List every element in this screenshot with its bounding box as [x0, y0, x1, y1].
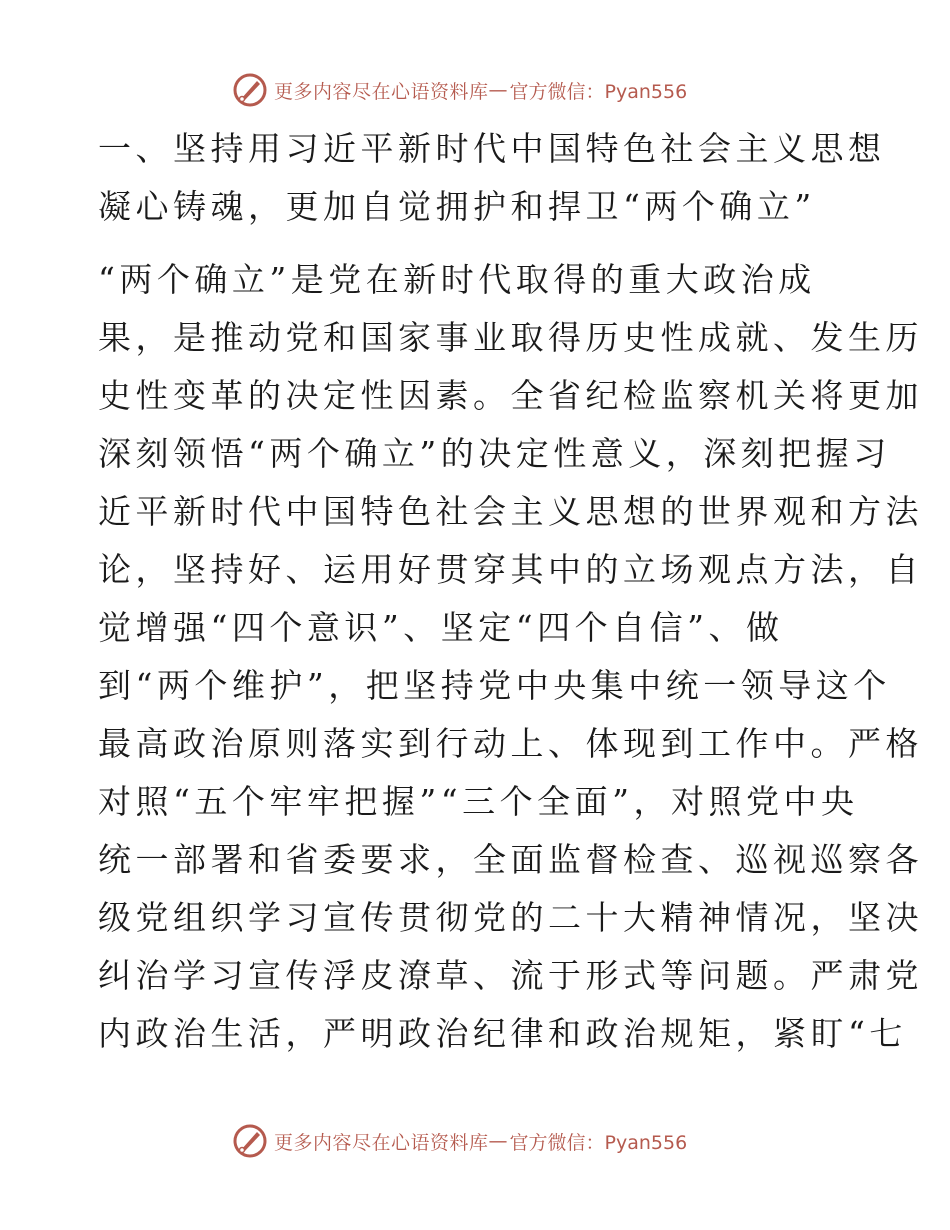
- body-line: 对照“五个牢牢把握”“三个全面”，对照党中央: [98, 782, 859, 821]
- section-heading-line-1: 一、坚持用习近平新时代中国特色社会主义思想: [98, 129, 886, 168]
- body-line: 统一部署和省委要求，全面监督检查、巡视巡察各: [98, 840, 923, 879]
- watermark-wechat: 官方微信：Pyan556: [509, 1131, 688, 1154]
- body-line: 果，是推动党和国家事业取得历史性成就、发生历: [98, 318, 923, 357]
- body-line: 论，坚持好、运用好贯穿其中的立场观点方法，自: [98, 550, 923, 589]
- header-watermark: [232, 70, 687, 110]
- watermark-wechat: 官方微信：Pyan556: [509, 80, 688, 103]
- body-line: 内政治生活，严明政治纪律和政治规矩，紧盯“七: [98, 1014, 907, 1053]
- watermark-text: 更多内容尽在心语资料库: [274, 80, 489, 103]
- footer-watermark: [232, 1121, 687, 1161]
- watermark-text: 更多内容尽在心语资料库: [274, 1131, 489, 1154]
- body-line: 觉增强“四个意识”、坚定“四个自信”、做: [98, 608, 784, 647]
- watermark-separator: —: [488, 79, 508, 101]
- pen-logo-icon: [232, 1123, 268, 1159]
- body-line: 到“两个维护”，把坚持党中央集中统一领导这个: [98, 666, 891, 705]
- body-line: 史性变革的决定性因素。全省纪检监察机关将更加: [98, 376, 923, 415]
- section-heading-line-2: 凝心铸魂，更加自觉拥护和捍卫“两个确立”: [98, 187, 816, 226]
- body-line: 深刻领悟“两个确立”的决定性意义，深刻把握习: [98, 434, 891, 473]
- body-line: 纠治学习宣传浮皮潦草、流于形式等问题。严肃党: [98, 956, 923, 995]
- body-line: 级党组织学习宣传贯彻党的二十大精神情况，坚决: [98, 898, 923, 937]
- body-line: 最高政治原则落实到行动上、体现到工作中。严格: [98, 724, 923, 763]
- watermark-separator: —: [488, 1130, 508, 1152]
- body-line: “两个确立”是党在新时代取得的重大政治成: [98, 260, 816, 299]
- body-line: 近平新时代中国特色社会主义思想的世界观和方法: [98, 492, 923, 531]
- pen-logo-icon: [232, 72, 268, 108]
